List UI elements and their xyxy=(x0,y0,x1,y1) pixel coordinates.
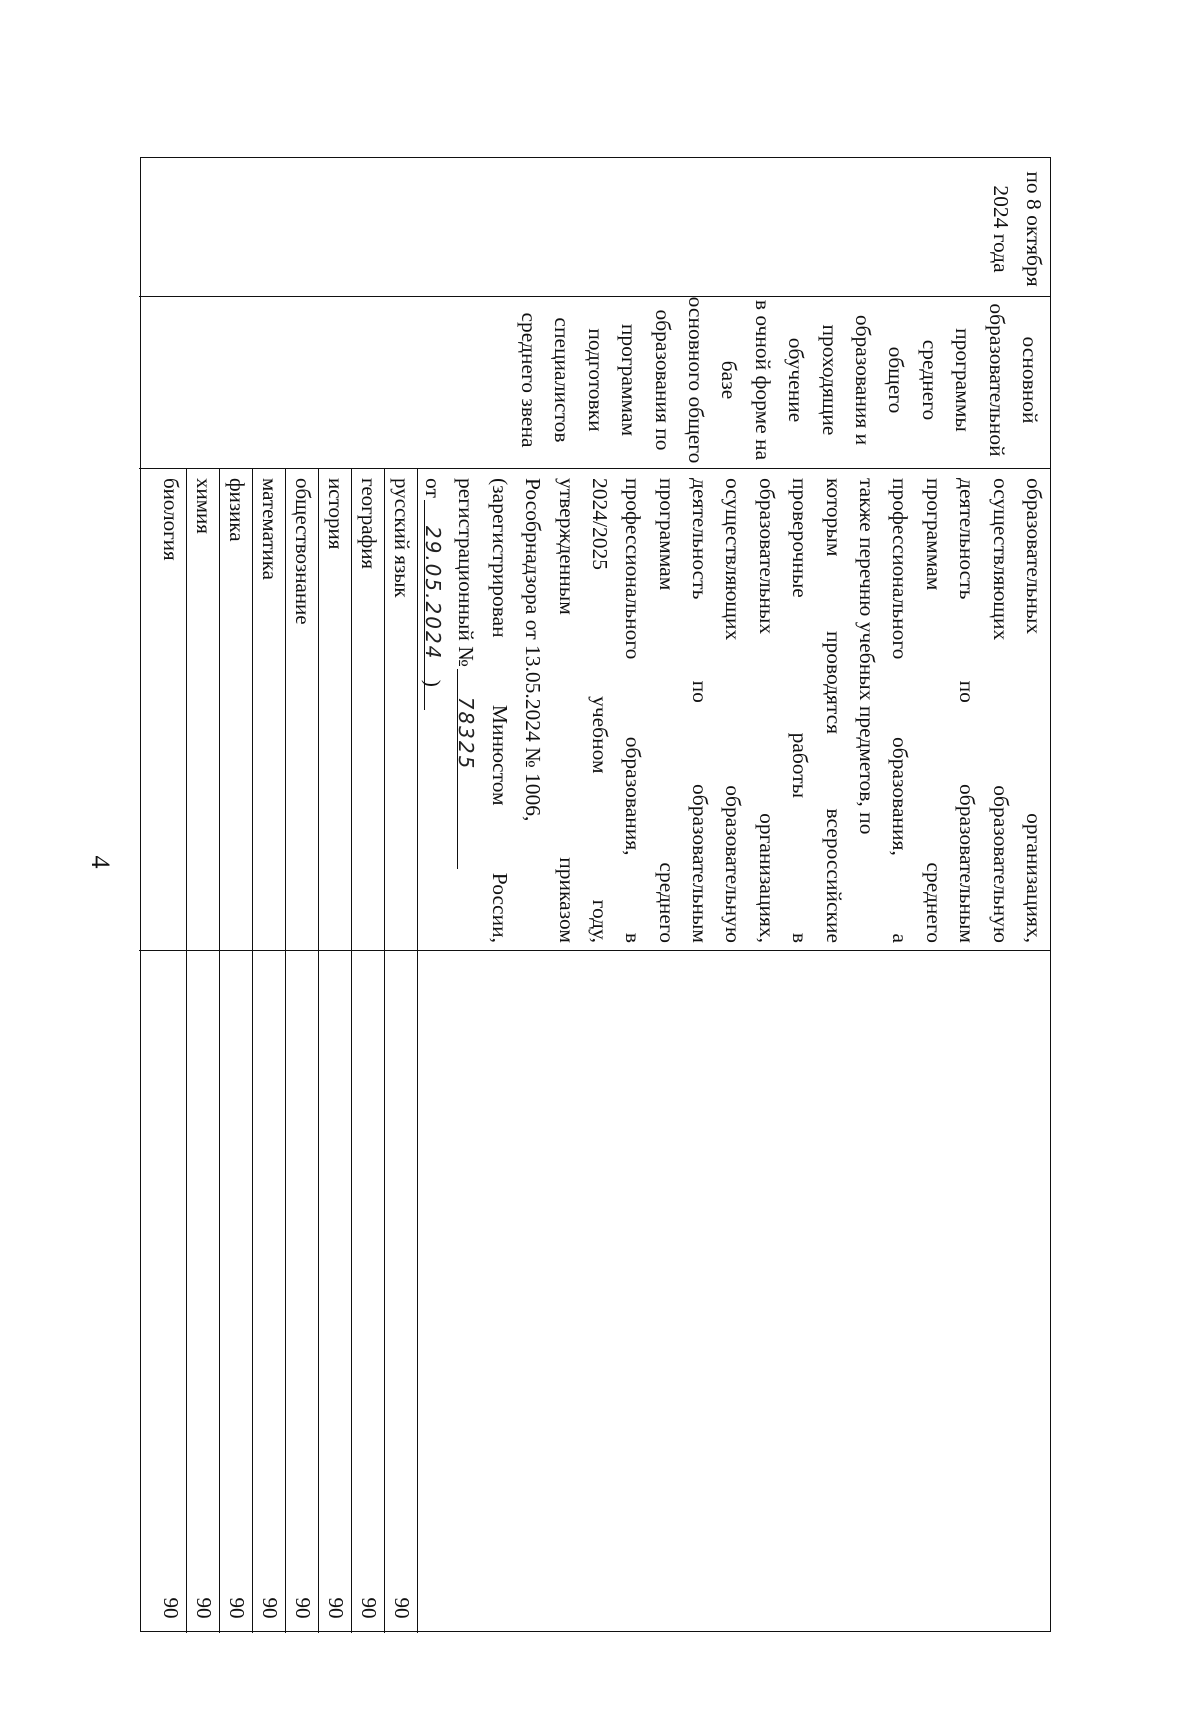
description-word: по xyxy=(955,680,980,703)
date-cell xyxy=(983,164,1050,294)
description-word: образовательную xyxy=(988,785,1013,943)
description-line xyxy=(783,478,816,943)
registration-line xyxy=(449,478,482,943)
description-word: приказом xyxy=(554,857,579,943)
description-word: образовательных xyxy=(754,478,779,635)
description-line xyxy=(916,478,949,943)
description-word: 2024/2025 xyxy=(587,478,612,570)
description-word: деятельность xyxy=(955,478,980,600)
description-word: осуществляющих xyxy=(988,478,1013,641)
description-word: проверочные xyxy=(788,478,813,598)
description-line xyxy=(816,478,849,943)
description-word: среднего xyxy=(921,862,946,943)
description-word: всероссийские xyxy=(821,808,846,943)
description-line xyxy=(549,478,582,943)
description-word: программам xyxy=(921,478,946,591)
registration-number: 78325 xyxy=(454,696,479,771)
description-word: организациях, xyxy=(754,813,779,943)
participants-line: образования по xyxy=(650,309,675,451)
subject-value: 90 xyxy=(225,1597,249,1619)
subject-value: 90 xyxy=(390,1597,414,1619)
subject-value: 90 xyxy=(258,1597,282,1619)
description-cell xyxy=(416,478,1050,943)
registration-fill xyxy=(454,669,482,869)
date-line: 2024 года xyxy=(988,185,1013,273)
participants-line: программам xyxy=(617,323,642,437)
description-word: образовательным xyxy=(688,784,713,943)
participants-line: программы среднего xyxy=(917,328,976,432)
description-word: профессионального xyxy=(888,478,913,660)
subject-name: химия xyxy=(192,478,216,534)
participants-line: специалистов xyxy=(550,317,575,443)
description-word: среднего xyxy=(654,862,679,943)
description-word: образовательным xyxy=(955,784,980,943)
description-line xyxy=(616,478,649,943)
description-line xyxy=(950,478,983,943)
participants-line: образовательной xyxy=(984,303,1009,457)
subject-name: обществознание xyxy=(291,478,315,625)
participants-line: среднего звена xyxy=(516,312,541,448)
subject-name: история xyxy=(324,478,348,550)
description-word: программам xyxy=(654,478,679,591)
date-line: по 8 октября xyxy=(1022,171,1046,287)
date-signed-value: 29.05.2024 xyxy=(420,525,445,661)
description-word: образовательных xyxy=(1022,478,1046,635)
subject-name: русский язык xyxy=(390,478,414,598)
description-word: в xyxy=(788,932,813,943)
subject-name: физика xyxy=(225,478,249,542)
description-word: работы xyxy=(788,732,813,799)
subject-value: 90 xyxy=(159,1597,183,1619)
participants-line: основного общего xyxy=(683,296,708,464)
description-word: организациях, xyxy=(1022,813,1046,943)
description-line xyxy=(649,478,682,943)
date-signed-label: от xyxy=(420,478,445,498)
description-line xyxy=(482,478,515,943)
schedule-table xyxy=(140,157,1051,1632)
description-lines xyxy=(549,478,1050,943)
description-line xyxy=(516,478,549,943)
description-line xyxy=(850,478,883,943)
subject-value: 90 xyxy=(291,1597,315,1619)
participants-line: подготовки xyxy=(583,328,608,432)
description-word: году, xyxy=(587,899,612,943)
description-line xyxy=(749,478,782,943)
description-line xyxy=(883,478,916,943)
description-word: деятельность xyxy=(688,478,713,600)
description-line xyxy=(716,478,749,943)
description-line xyxy=(1017,478,1050,943)
description-word: также перечню учебных предметов, по xyxy=(855,478,880,835)
description-word: проводятся xyxy=(821,630,846,734)
description-word: образовательную xyxy=(721,785,746,943)
description-word: а xyxy=(888,933,913,943)
participants-line: общего образования и xyxy=(850,314,909,446)
description-word: (зарегистрирован xyxy=(487,478,512,638)
participants-line: проходящие обучение xyxy=(784,324,842,436)
subject-name: биология xyxy=(159,478,183,561)
rotated-table-region xyxy=(0,157,1051,1619)
description-word: утвержденным xyxy=(554,478,579,615)
subject-value: 90 xyxy=(324,1597,348,1619)
description-word: осуществляющих xyxy=(721,478,746,641)
description-line xyxy=(683,478,716,943)
description-line xyxy=(583,478,616,943)
column-divider xyxy=(139,950,1050,951)
participants-line: в очной форме на базе xyxy=(717,299,775,461)
column-divider xyxy=(139,468,1050,469)
subject-value: 90 xyxy=(357,1597,381,1619)
description-word: профессионального xyxy=(621,478,646,660)
participants-cell xyxy=(512,296,1047,464)
description-line xyxy=(983,478,1016,943)
page-number: 4 xyxy=(86,855,115,869)
description-word: учебном xyxy=(587,696,612,774)
description-word: России, xyxy=(487,872,512,943)
date-signed-fill xyxy=(420,500,449,710)
description-word: образования, xyxy=(621,736,646,856)
description-word: по xyxy=(688,680,713,703)
registration-label: регистрационный № xyxy=(454,478,479,667)
description-word: которым xyxy=(821,478,846,557)
participants-line: основной xyxy=(1018,336,1042,424)
description-word: в xyxy=(621,932,646,943)
date-signed-line xyxy=(416,478,449,943)
subject-name: география xyxy=(357,478,381,570)
close-paren: ) xyxy=(420,679,445,687)
subject-name: математика xyxy=(258,478,282,580)
description-word: Минюстом xyxy=(487,704,512,806)
subject-value: 90 xyxy=(192,1597,216,1619)
description-text: Рособрнадзора от 13.05.2024 № 1006, xyxy=(521,478,546,822)
description-word: образования, xyxy=(888,737,913,856)
